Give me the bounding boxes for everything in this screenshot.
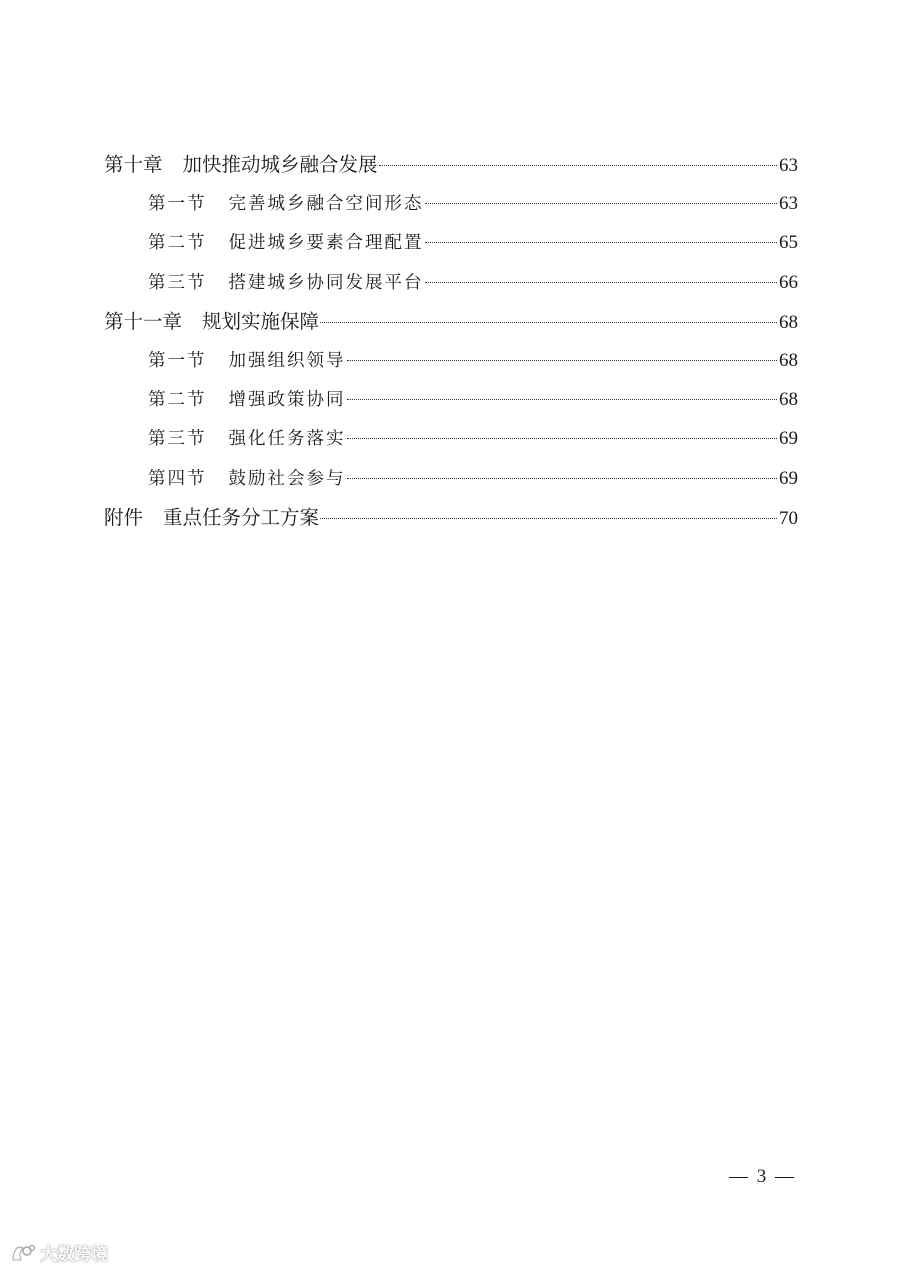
toc-entry-number: 第三节 (148, 429, 207, 450)
toc-entry-title: 完善城乡融合空间形态 (228, 194, 424, 215)
watermark (10, 1240, 108, 1265)
toc-entry-page: 66 (779, 271, 798, 293)
toc-entry-page: 70 (779, 507, 798, 529)
toc-entry-section[interactable] (104, 419, 798, 458)
page-number: — 3 — (729, 1166, 796, 1187)
toc-entry-page: 68 (779, 389, 798, 411)
toc-entry-title: 加快推动城乡融合发展 (182, 153, 378, 176)
toc-entry-title: 重点任务分工方案 (163, 505, 320, 529)
toc-entry-section[interactable] (104, 184, 798, 223)
toc-entry-number: 第二节 (148, 390, 207, 411)
toc-entry-number: 第一节 (148, 194, 207, 215)
watermark-text: 大数跨境 (40, 1245, 108, 1265)
toc-entry-number: 附件 (104, 505, 144, 529)
toc-entry-page: 68 (779, 311, 798, 333)
toc-entry-number: 第一节 (148, 350, 207, 371)
toc-entry-number: 第十一章 (104, 309, 183, 333)
toc-entry-page: 69 (779, 467, 798, 489)
toc-entry-section[interactable] (104, 459, 798, 498)
toc-entry-number: 第三节 (148, 272, 207, 293)
toc-dot-leader (379, 165, 777, 166)
toc-entry-appendix[interactable] (104, 498, 798, 537)
toc-dot-leader (425, 282, 778, 283)
toc-dot-leader (347, 360, 778, 361)
toc-entry-title: 增强政策协同 (228, 390, 346, 411)
brand-logo-icon (10, 1242, 36, 1264)
toc-entry-chapter[interactable] (104, 145, 798, 184)
toc-dot-leader (347, 438, 778, 439)
toc-entry-page: 68 (779, 349, 798, 371)
toc-entry-title: 搭建城乡协同发展平台 (228, 272, 424, 293)
toc-entry-section[interactable] (104, 223, 798, 262)
toc-entry-section[interactable] (104, 341, 798, 380)
toc-entry-title: 鼓励社会参与 (228, 468, 346, 489)
toc-dot-leader (425, 203, 778, 204)
toc-entry-number: 第十章 (104, 153, 163, 176)
toc-entry-section[interactable] (104, 380, 798, 419)
toc-entry-section[interactable] (104, 263, 798, 302)
toc-entry-page: 63 (779, 193, 798, 215)
toc-entry-page: 63 (779, 155, 798, 176)
toc-dot-leader (425, 242, 778, 243)
toc-dot-leader (320, 518, 777, 519)
toc-entry-page: 69 (779, 428, 798, 450)
table-of-contents (104, 145, 798, 537)
toc-entry-number: 第四节 (148, 468, 207, 489)
toc-dot-leader (320, 322, 777, 323)
toc-entry-title: 加强组织领导 (228, 350, 346, 371)
toc-dot-leader (347, 399, 778, 400)
toc-entry-number: 第二节 (148, 233, 207, 254)
toc-dot-leader (347, 478, 778, 479)
toc-entry-title: 强化任务落实 (228, 429, 346, 450)
toc-entry-chapter[interactable] (104, 302, 798, 341)
toc-entry-page: 65 (779, 232, 798, 254)
toc-entry-title: 促进城乡要素合理配置 (228, 233, 424, 254)
toc-entry-title: 规划实施保障 (202, 309, 320, 333)
